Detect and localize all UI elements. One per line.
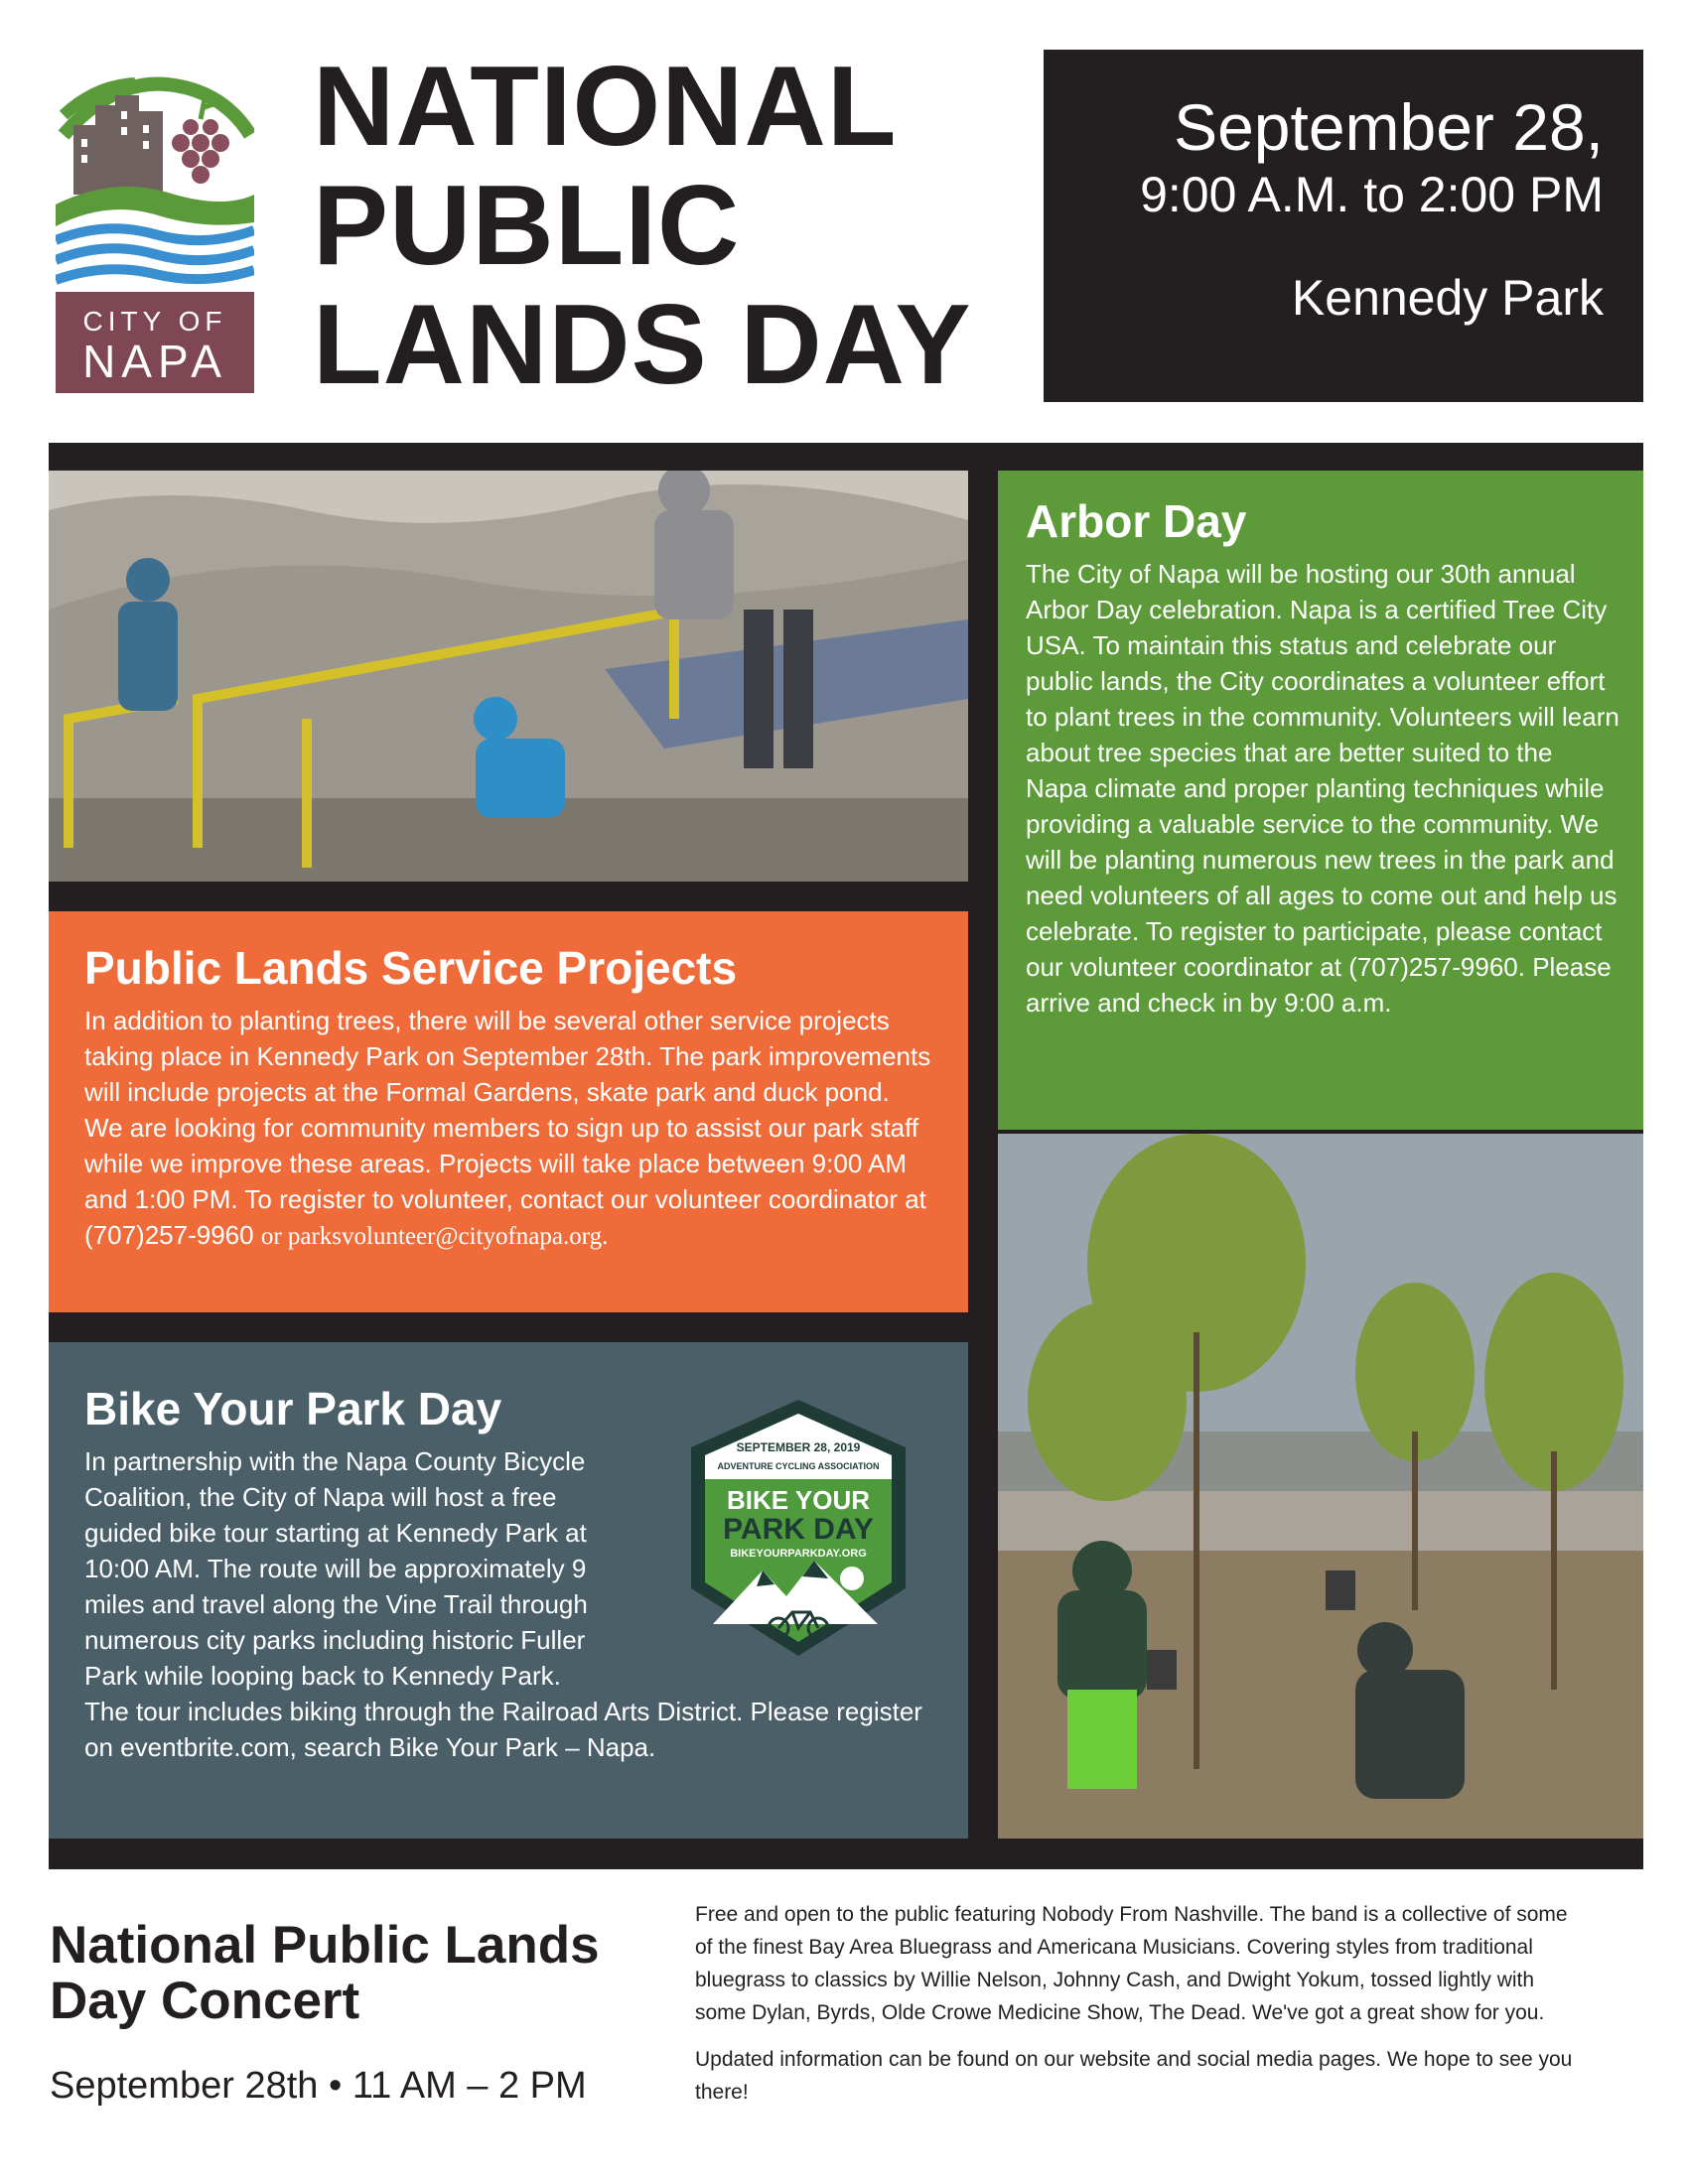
bike-park-day-body-2: The tour includes biking through the Railroad Arts District. Please register on eventbrite.com, search Bike Your Park – Napa. [84, 1697, 922, 1762]
logo-city-of: CITY OF [82, 306, 227, 337]
event-location: Kennedy Park [1291, 270, 1604, 326]
arbor-day-heading: Arbor Day [1026, 495, 1247, 547]
service-projects-panel [49, 911, 968, 1312]
event-date-box [1044, 50, 1643, 402]
concert-title-line-1: National Public Lands [50, 1916, 600, 1975]
bike-park-day-heading: Bike Your Park Day [84, 1383, 502, 1434]
title-line-2: PUBLIC [313, 163, 741, 289]
city-of-napa-logo [56, 56, 254, 395]
badge-line-2: PARK DAY [723, 1513, 874, 1546]
service-projects-text: In addition to planting trees, there will be several other service projects taking place in Kennedy Park on September 28th. The park improvements will include projects at the Formal Gardens, skate park and duck pond. We are looking for community members to sign up to assist our park staff while we improve these areas. Projects will take place between 9:00 AM and 1:00 PM. To register to volunteer, contact our volunteer coordinator at (707)257-9960 [84, 1006, 931, 1250]
logo-nameplate [56, 292, 254, 393]
tree-planting-photo [998, 1134, 1643, 1839]
concert-date-time: September 28th • 11 AM – 2 PM [50, 2065, 587, 2107]
concert-title-line-2: Day Concert [50, 1972, 360, 2030]
napa-landscape-icon [56, 56, 254, 290]
concert-body: Free and open to the public featuring Nobody From Nashville. The band is a collective of some of the finest Bay Area Bluegrass and Americana Musicians. Covering styles from traditional bluegrass to classics by Willie Nelson, Johnny Cash, and Dwight Yokum, tossed lightly with some Dylan, Byrds, Olde Crowe Medicine Show, The Dead. We've got a great show for you. [695, 1903, 1568, 2024]
service-projects-contact: or parksvolunteer@cityofnapa.org. [260, 1223, 609, 1250]
event-time: 9:00 A.M. to 2:00 PM [1140, 167, 1604, 222]
concert-description [695, 1898, 1589, 2122]
event-date: September 28, [1174, 90, 1604, 164]
logo-napa: NAPA [82, 336, 227, 387]
bike-your-park-day-badge [683, 1394, 914, 1662]
sun-icon [840, 1567, 864, 1590]
badge-line-1: BIKE YOUR [727, 1485, 870, 1515]
arbor-day-panel [998, 471, 1643, 1130]
service-projects-body [84, 1003, 932, 1255]
service-projects-heading: Public Lands Service Projects [84, 942, 738, 994]
arbor-day-body: The City of Napa will be hosting our 30th annual Arbor Day celebration. Napa is a certified Tree City USA. To maintain this status and celebrate our public lands, the City coordinates a volunteer effort to plant trees in the community. Volunteers will learn about tree species that are better suited to the Napa climate and proper planting techniques while providing a valuable service to the community. We will be planting numerous new trees in the park and need volunteers of all ages to come out and help us celebrate. To register to participate, please contact our volunteer coordinator at (707)257-9960. Please arrive and check in by 9:00 a.m. [1026, 559, 1619, 1018]
event-title [313, 44, 1008, 408]
concert-footer: Updated information can be found on our website and social media pages. We hope to see you there! [695, 2048, 1573, 2104]
badge-url: BIKEYOURPARKDAY.ORG [730, 1548, 867, 1560]
skatepark-volunteers-photo [49, 471, 968, 882]
title-line-3: LANDS DAY [313, 282, 972, 408]
title-line-1: NATIONAL [313, 44, 898, 170]
bike-park-day-body: In partnership with the Napa County Bicycle Coalition, the City of Napa will host a free guided bike tour starting at Kennedy Park at 10:00 AM. The route will be approximately 9 miles and travel along the Vine Trail through numerous city parks including historic Fuller Park while looping back to Kennedy Park. [84, 1446, 588, 1691]
concert-title [50, 1918, 665, 2029]
badge-org: ADVENTURE CYCLING ASSOCIATION [717, 1461, 880, 1471]
badge-date: SEPTEMBER 28, 2019 [736, 1440, 861, 1454]
